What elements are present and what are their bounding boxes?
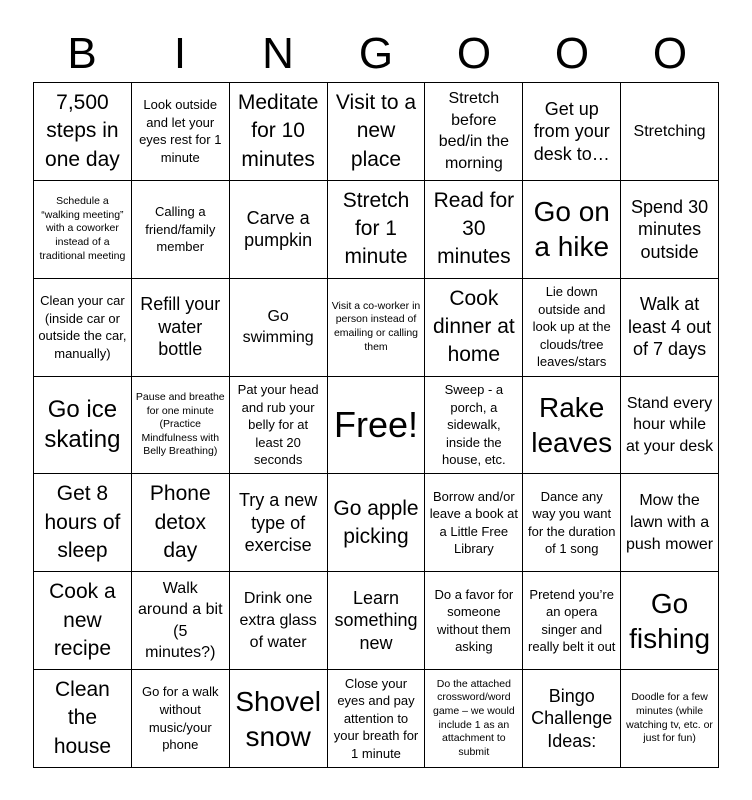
header-letter-b: B xyxy=(67,29,97,78)
bingo-cell-text: Go fishing xyxy=(629,587,711,654)
bingo-cell-text: Read for 30 minutes xyxy=(433,188,515,269)
bingo-cell-text: Calling a friend/family member xyxy=(145,203,216,255)
bingo-cell-text: Pause and breathe for one minute (Practice Mindfulness with Belly Breathing) xyxy=(135,390,225,458)
bingo-cell[interactable] xyxy=(230,83,328,181)
bingo-cell-text: Pat your head and rub your belly for at least 20 seconds xyxy=(237,382,319,468)
bingo-cell[interactable] xyxy=(621,279,719,377)
bingo-cell-text: Cook dinner at home xyxy=(432,286,515,367)
bingo-cell[interactable] xyxy=(328,474,426,572)
bingo-cell-text: Spend 30 minutes outside xyxy=(631,196,709,262)
bingo-cell-text: Stretch for 1 minute xyxy=(342,188,410,269)
bingo-cell-text: Pretend you’re an opera singer and really belt it out xyxy=(527,586,616,655)
bingo-cell-text: Bingo Challenge Ideas: xyxy=(531,685,613,751)
bingo-cell[interactable] xyxy=(34,474,132,572)
header-letter-o-3: O xyxy=(652,29,688,78)
bingo-cell-text: Free! xyxy=(333,404,418,446)
bingo-cell[interactable] xyxy=(230,377,328,475)
bingo-cell-text: Stretch before bed/in the morning xyxy=(438,90,509,173)
bingo-cell-text: Go apple picking xyxy=(333,496,419,548)
bingo-cell[interactable] xyxy=(425,83,523,181)
bingo-cell-text: Carve a pumpkin xyxy=(244,207,313,251)
bingo-cell[interactable] xyxy=(621,377,719,475)
header-letter-o-2: O xyxy=(554,29,590,78)
bingo-cell-text: Stretching xyxy=(633,122,706,140)
bingo-cell[interactable] xyxy=(425,572,523,670)
bingo-cell[interactable] xyxy=(34,83,132,181)
bingo-cell-text: Visit a co-worker in person instead of emailing or calling them xyxy=(331,299,421,353)
bingo-cell-text: Walk at least 4 out of 7 days xyxy=(628,294,712,360)
bingo-cell[interactable] xyxy=(132,572,230,670)
bingo-cell[interactable] xyxy=(621,670,719,768)
bingo-cell[interactable] xyxy=(328,670,426,768)
bingo-cell[interactable] xyxy=(328,279,426,377)
bingo-cell[interactable] xyxy=(523,474,621,572)
bingo-cell[interactable] xyxy=(328,83,426,181)
header-letter-n: N xyxy=(262,29,294,78)
bingo-cell[interactable] xyxy=(425,670,523,768)
bingo-cell[interactable] xyxy=(328,572,426,670)
bingo-cell[interactable] xyxy=(132,377,230,475)
bingo-cell[interactable] xyxy=(34,377,132,475)
bingo-cell-text: Go for a walk without music/your phone xyxy=(141,684,219,753)
bingo-cell-text: 7,500 steps in one day xyxy=(45,90,120,171)
bingo-cell[interactable] xyxy=(523,377,621,475)
bingo-cell[interactable] xyxy=(34,181,132,279)
bingo-header xyxy=(33,26,719,82)
bingo-cell[interactable] xyxy=(523,83,621,181)
bingo-cell-text: Go ice skating xyxy=(44,395,121,453)
bingo-cell-text: Do a favor for someone without them asking xyxy=(434,586,514,655)
bingo-cell[interactable] xyxy=(34,670,132,768)
bingo-cell-text: Try a new type of exercise xyxy=(238,490,318,556)
bingo-cell-text: Visit to a new place xyxy=(335,90,417,171)
bingo-cell-text: Walk around a bit (5 minutes?) xyxy=(138,579,223,662)
bingo-cell-text: Dance any way you want for the duration of 1 song xyxy=(527,488,616,557)
bingo-cell-text: Stand every hour while at your desk xyxy=(625,394,714,455)
bingo-cell[interactable] xyxy=(34,572,132,670)
bingo-cell[interactable] xyxy=(523,572,621,670)
bingo-cell-text: Clean your car (inside car or outside the car, manually) xyxy=(38,293,127,361)
bingo-cell[interactable] xyxy=(425,279,523,377)
bingo-cell-text: Close your eyes and pay attention to your breath for 1 minute xyxy=(333,675,419,761)
bingo-cell-text: Drink one extra glass of water xyxy=(239,590,317,651)
bingo-cell-text: Go on a hike xyxy=(533,196,610,263)
bingo-cell[interactable] xyxy=(523,279,621,377)
bingo-cell[interactable] xyxy=(132,83,230,181)
bingo-cell[interactable] xyxy=(621,474,719,572)
bingo-cell-text: Sweep - a porch, a sidewalk, inside the house, etc. xyxy=(442,382,506,468)
bingo-cell-text: Shovel snow xyxy=(235,685,321,752)
bingo-cell[interactable] xyxy=(523,670,621,768)
bingo-cell[interactable] xyxy=(425,181,523,279)
bingo-cell-text: Meditate for 10 minutes xyxy=(237,90,319,171)
bingo-cell-text: Rake leaves xyxy=(531,391,613,458)
bingo-cell[interactable] xyxy=(621,181,719,279)
bingo-cell[interactable] xyxy=(425,474,523,572)
bingo-cell-text: Learn something new xyxy=(334,587,418,653)
bingo-cell-text: Look outside and let your eyes rest for 1 minute xyxy=(139,97,222,165)
bingo-cell[interactable] xyxy=(132,474,230,572)
bingo-cell-text: Lie down outside and look up at the clouds/tree leaves/stars xyxy=(532,284,611,370)
bingo-cell[interactable] xyxy=(621,572,719,670)
bingo-cell[interactable] xyxy=(328,181,426,279)
bingo-cell-text: Do the attached crossword/word game – we would include 1 as an attachment to submit xyxy=(432,677,515,758)
bingo-cell[interactable] xyxy=(230,181,328,279)
header-letter-i: I xyxy=(173,29,187,78)
bingo-cell[interactable] xyxy=(621,83,719,181)
bingo-cell-text: Get up from your desk to… xyxy=(533,98,610,164)
bingo-cell-text: Phone detox day xyxy=(149,482,211,563)
bingo-cell-text: Clean the house xyxy=(53,678,112,758)
header-letter-g: G xyxy=(358,29,394,78)
bingo-cell-text: Refill your water bottle xyxy=(140,294,221,360)
bingo-cell[interactable] xyxy=(34,279,132,377)
bingo-cell-text: Schedule a “walking meeting” with a coworker instead of a traditional meeting xyxy=(39,195,126,262)
bingo-cell[interactable] xyxy=(132,670,230,768)
bingo-cell-text: Borrow and/or leave a book at a Little Free Library xyxy=(429,488,518,557)
bingo-cell[interactable] xyxy=(230,279,328,377)
bingo-cell[interactable] xyxy=(328,377,426,475)
bingo-grid xyxy=(33,82,719,768)
bingo-cell-text: Doodle for a few minutes (while watching tv, etc. or just for fun) xyxy=(626,691,713,745)
header-letter-o-1: O xyxy=(456,29,492,78)
bingo-cell-text: Mow the lawn with a push mower xyxy=(625,492,714,553)
bingo-cell-text: Go swimming xyxy=(242,307,314,347)
bingo-cell[interactable] xyxy=(230,474,328,572)
bingo-cell[interactable] xyxy=(132,181,230,279)
bingo-cell-text: Cook a new recipe xyxy=(49,580,116,660)
bingo-cell[interactable] xyxy=(132,279,230,377)
bingo-cell[interactable] xyxy=(523,181,621,279)
bingo-cell[interactable] xyxy=(425,377,523,475)
bingo-cell-text: Get 8 hours of sleep xyxy=(44,482,121,563)
bingo-cell[interactable] xyxy=(230,572,328,670)
bingo-cell[interactable] xyxy=(230,670,328,768)
